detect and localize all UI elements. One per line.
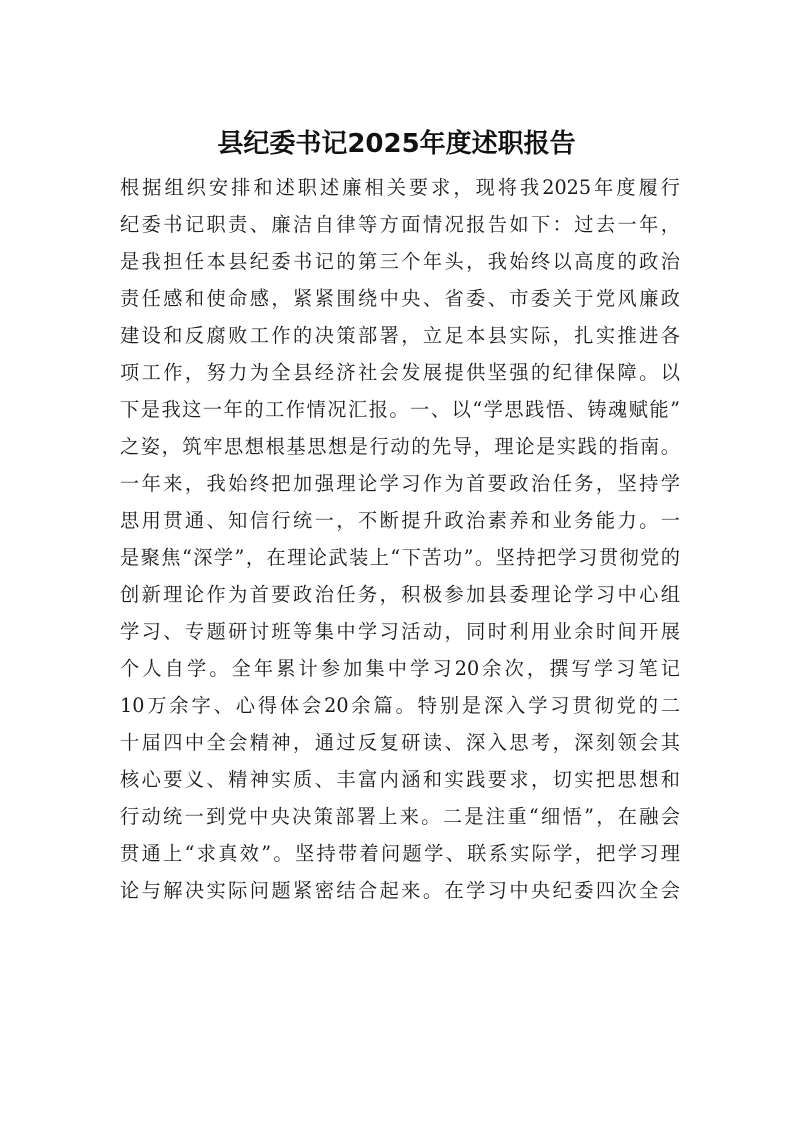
body-line: 十届四中全会精神，通过反复研读、深入思考，深刻领会其 bbox=[120, 731, 680, 754]
body-line: 是聚焦“深学”，在理论武装上“下苦功”。坚持把学习贯彻党的 bbox=[120, 546, 680, 569]
body-line: 行动统一到党中央决策部署上来。二是注重“细悟”，在融会 bbox=[120, 805, 680, 828]
body-line: 思用贯通、知信行统一，不断提升政治素养和业务能力。一 bbox=[120, 509, 680, 532]
body-line: 根据组织安排和述职述廉相关要求，现将我2025年度履行 bbox=[120, 176, 680, 199]
body-line: 是我担任本县纪委书记的第三个年头，我始终以高度的政治 bbox=[120, 250, 680, 273]
body-line: 10万余字、心得体会20余篇。特别是深入学习贯彻党的二 bbox=[120, 694, 680, 717]
body-line: 之姿，筑牢思想根基思想是行动的先导，理论是实践的指南。 bbox=[120, 435, 680, 458]
body-line: 个人自学。全年累计参加集中学习20余次，撰写学习笔记 bbox=[120, 657, 680, 680]
body-line: 创新理论作为首要政治任务，积极参加县委理论学习中心组 bbox=[120, 583, 680, 606]
body-line: 论与解决实际问题紧密结合起来。在学习中央纪委四次全会 bbox=[120, 879, 680, 902]
document-body bbox=[120, 169, 680, 909]
body-line: 建设和反腐败工作的决策部署，立足本县实际，扎实推进各 bbox=[120, 324, 680, 347]
body-line: 项工作，努力为全县经济社会发展提供坚强的纪律保障。以 bbox=[120, 361, 680, 384]
body-line: 下是我这一年的工作情况汇报。一、以“学思践悟、铸魂赋能” bbox=[120, 398, 680, 421]
body-line: 学习、专题研讨班等集中学习活动，同时利用业余时间开展 bbox=[120, 620, 680, 643]
body-line: 一年来，我始终把加强理论学习作为首要政治任务，坚持学 bbox=[120, 472, 680, 495]
body-line: 责任感和使命感，紧紧围绕中央、省委、市委关于党风廉政 bbox=[120, 287, 680, 310]
document-title: 县纪委书记2025年度述职报告 bbox=[217, 129, 576, 159]
body-line: 核心要义、精神实质、丰富内涵和实践要求，切实把思想和 bbox=[120, 768, 680, 791]
body-line: 贯通上“求真效”。坚持带着问题学、联系实际学，把学习理 bbox=[120, 842, 680, 865]
body-line: 纪委书记职责、廉洁自律等方面情况报告如下：过去一年， bbox=[120, 213, 680, 236]
